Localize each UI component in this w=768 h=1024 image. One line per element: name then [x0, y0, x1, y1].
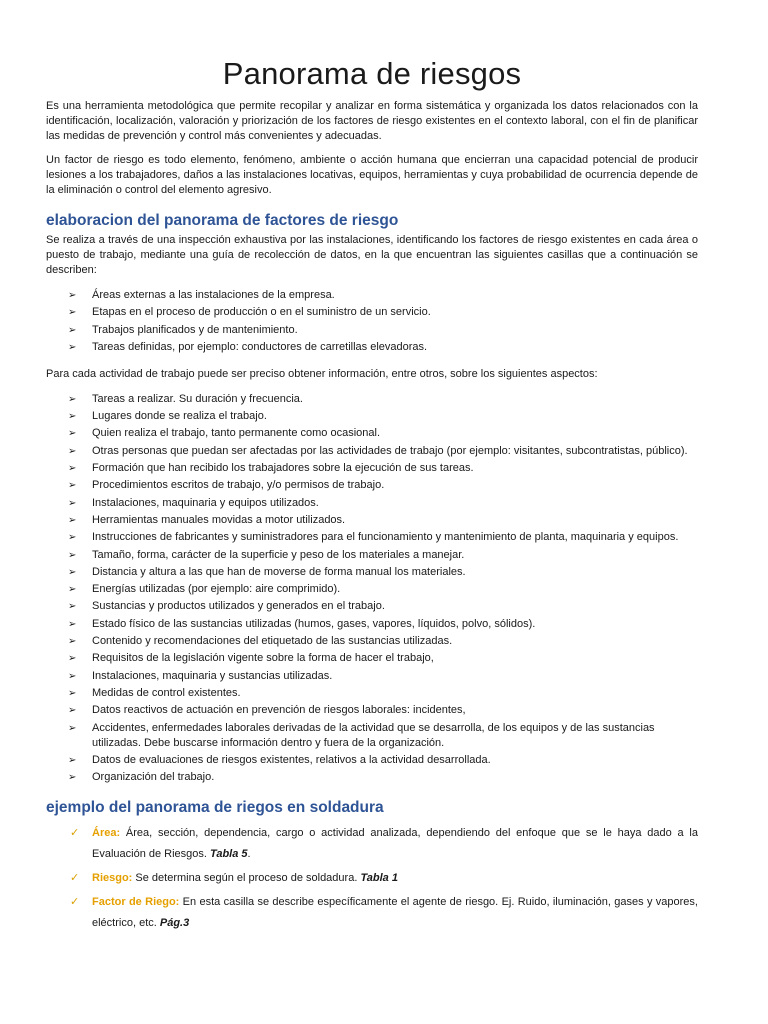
list-item-text: Medidas de control existentes. — [92, 686, 241, 699]
list-item — [46, 703, 698, 718]
list-item-text: Instalaciones, maquinaria y equipos utilizados. — [92, 496, 319, 509]
arrow-bullet-icon: ➢ — [68, 653, 77, 665]
list-item-text: Contenido y recomendaciones del etiquetado de las sustancias utilizadas. — [92, 635, 453, 648]
list-item-text: Tamaño, forma, carácter de la superficie y peso de los materiales a manejar. — [92, 548, 465, 561]
list-item — [46, 582, 698, 597]
list-item — [46, 651, 698, 666]
list-item — [46, 478, 698, 493]
arrow-bullet-icon: ➢ — [68, 687, 77, 699]
list-item — [46, 409, 698, 424]
areas-list — [46, 288, 698, 355]
list-item — [46, 770, 698, 785]
page-title: Panorama de riesgos — [222, 56, 522, 91]
list-item — [46, 548, 698, 563]
arrow-bullet-icon: ➢ — [68, 754, 77, 766]
list-item — [46, 496, 698, 511]
list-item — [46, 444, 698, 459]
item-text: Se determina según el proceso de soldadura. — [132, 872, 361, 885]
list-item-text: Lugares donde se realiza el trabajo. — [92, 410, 267, 423]
arrow-bullet-icon: ➢ — [68, 549, 77, 561]
arrow-bullet-icon: ➢ — [68, 463, 77, 475]
list-item-text: Accidentes, enfermedades laborales derivadas de la actividad que se desarrolla, de los equipos y de las sustancias utilizadas. Debe buscarse información dentro y fuera de la organización. — [92, 721, 655, 749]
list-item — [46, 392, 698, 407]
item-text: Área, sección, dependencia, cargo o actividad analizada, dependiendo del enfoque que se le haya dado a la Evaluación de Riesgos. — [92, 827, 698, 861]
list-item — [46, 753, 698, 768]
arrow-bullet-icon: ➢ — [68, 705, 77, 717]
arrow-bullet-icon: ➢ — [68, 393, 77, 405]
list-item — [46, 530, 698, 545]
section1-paragraph-2: Para cada actividad de trabajo puede ser preciso obtener información, entre otros, sobre los siguientes aspectos: — [46, 367, 598, 380]
section1-paragraph: Se realiza a través de una inspección exhaustiva por las instalaciones, identificando los factores de riesgo existentes en cada área o puesto de trabajo, mediante una guía de recolección de datos, en la que encuentran las siguientes casillas que a continuación se describen: — [46, 234, 698, 276]
list-item-text: Organización del trabajo. — [92, 771, 215, 784]
list-item — [46, 669, 698, 684]
arrow-bullet-icon: ➢ — [68, 324, 77, 336]
item-label: Riesgo: — [92, 872, 133, 885]
list-item-text: Instalaciones, maquinaria y sustancias utilizadas. — [92, 669, 333, 682]
section-heading-ejemplo: ejemplo del panorama de riegos en soldadura — [46, 799, 384, 817]
arrow-bullet-icon: ➢ — [68, 307, 77, 319]
list-item-text: Etapas en el proceso de producción o en el suministro de un servicio. — [92, 306, 431, 319]
item-reference: Tabla 5 — [210, 848, 248, 861]
list-item — [46, 461, 698, 476]
list-item — [46, 288, 698, 303]
arrow-bullet-icon: ➢ — [68, 618, 77, 630]
intro-paragraph-2: Un factor de riesgo es todo elemento, fenómeno, ambiente o acción humana que encierran una capacidad potencial de producir lesiones a los trabajadores, daños a las instalaciones locativas, equipos, herramientas y cuya probabilidad de ocurrencia depende de la eliminación o control del elemento agresivo. — [46, 154, 698, 196]
list-item-text: Sustancias y productos utilizados y generados en el trabajo. — [92, 600, 385, 613]
list-item-text: Estado físico de las sustancias utilizadas (humos, gases, vapores, líquidos, polvo, sólidos). — [92, 617, 536, 630]
list-item-text: Tareas definidas, por ejemplo: conductores de carretillas elevadoras. — [92, 340, 428, 353]
list-item-text: Herramientas manuales movidas a motor utilizados. — [92, 513, 346, 526]
list-item — [46, 340, 698, 355]
arrow-bullet-icon: ➢ — [68, 636, 77, 648]
list-item-text: Tareas a realizar. Su duración y frecuencia. — [92, 392, 303, 405]
item-reference: Tabla 1 — [360, 872, 398, 885]
item-tail: . — [247, 848, 251, 861]
item-reference: Pág.3 — [159, 917, 190, 930]
list-item-text: Distancia y altura a las que han de moverse de forma manual los materiales. — [92, 565, 466, 578]
list-item-text: Requisitos de la legislación vigente sobre la forma de hacer el trabajo, — [92, 652, 434, 665]
list-item — [46, 686, 698, 701]
list-item — [46, 721, 698, 751]
arrow-bullet-icon: ➢ — [68, 584, 77, 596]
section-heading-elaboracion: elaboracion del panorama de factores de riesgo — [46, 212, 399, 229]
list-item — [46, 426, 698, 441]
list-item — [46, 513, 698, 528]
item-label: Área: — [92, 827, 121, 840]
list-item — [46, 617, 698, 632]
checkmark-icon: ✓ — [70, 896, 80, 909]
arrow-bullet-icon: ➢ — [68, 290, 77, 301]
item-label: Factor de Riego: — [92, 896, 180, 909]
aspects-list — [46, 392, 698, 785]
check-list-item — [46, 868, 698, 889]
arrow-bullet-icon: ➢ — [68, 532, 77, 544]
arrow-bullet-icon: ➢ — [68, 497, 77, 509]
arrow-bullet-icon: ➢ — [68, 722, 77, 734]
check-list-item — [46, 892, 698, 934]
arrow-bullet-icon: ➢ — [68, 428, 77, 440]
checkmark-icon: ✓ — [70, 872, 80, 885]
list-item-text: Datos de evaluaciones de riesgos existentes, relativos a la actividad desarrollada. — [92, 753, 491, 766]
list-item — [46, 599, 698, 614]
item-text: En esta casilla se describe específicamente el agente de riesgo. Ej. Ruido, iluminación, gases y vapores, eléctrico, etc. — [92, 896, 698, 930]
arrow-bullet-icon: ➢ — [68, 601, 77, 613]
check-list-item — [46, 823, 698, 865]
list-item-text: Datos reactivos de actuación en prevención de riesgos laborales: incidentes, — [92, 704, 466, 717]
arrow-bullet-icon: ➢ — [68, 480, 77, 492]
list-item — [46, 565, 698, 580]
list-item-text: Áreas externas a las instalaciones de la empresa. — [92, 289, 335, 301]
arrow-bullet-icon: ➢ — [68, 566, 77, 578]
list-item — [46, 305, 698, 320]
list-item-text: Instrucciones de fabricantes y suministradores para el funcionamiento y mantenimiento de planta, maquinaria y equipos. — [92, 531, 679, 544]
arrow-bullet-icon: ➢ — [68, 514, 77, 526]
list-item-text: Energías utilizadas (por ejemplo: aire comprimido). — [92, 583, 341, 596]
list-item-text: Procedimientos escritos de trabajo, y/o permisos de trabajo. — [92, 479, 385, 492]
list-item-text: Quien realiza el trabajo, tanto permanente como ocasional. — [92, 427, 381, 440]
checkmark-icon: ✓ — [70, 827, 80, 840]
document-page — [46, 56, 698, 937]
arrow-bullet-icon: ➢ — [68, 445, 77, 457]
arrow-bullet-icon: ➢ — [68, 411, 77, 423]
list-item-text: Formación que han recibido los trabajadores sobre la ejecución de sus tareas. — [92, 462, 474, 475]
arrow-bullet-icon: ➢ — [68, 670, 77, 682]
list-item-text: Trabajos planificados y de mantenimiento. — [92, 323, 298, 336]
list-item — [46, 323, 698, 338]
arrow-bullet-icon: ➢ — [68, 341, 77, 353]
welding-example-list — [46, 823, 698, 934]
list-item-text: Otras personas que puedan ser afectadas por las actividades de trabajo (por ejemplo: visitantes, subcontratistas, público). — [92, 444, 688, 457]
intro-paragraph-1: Es una herramienta metodológica que permite recopilar y analizar en forma sistemática y organizada los datos relacionados con la identificación, localización, valoración y priorización de los factores de riesgo existentes en el contexto laboral, con el fin de planificar las medidas de prevención y control más convenientes y adecuadas. — [46, 100, 698, 142]
arrow-bullet-icon: ➢ — [68, 772, 77, 784]
list-item — [46, 634, 698, 649]
